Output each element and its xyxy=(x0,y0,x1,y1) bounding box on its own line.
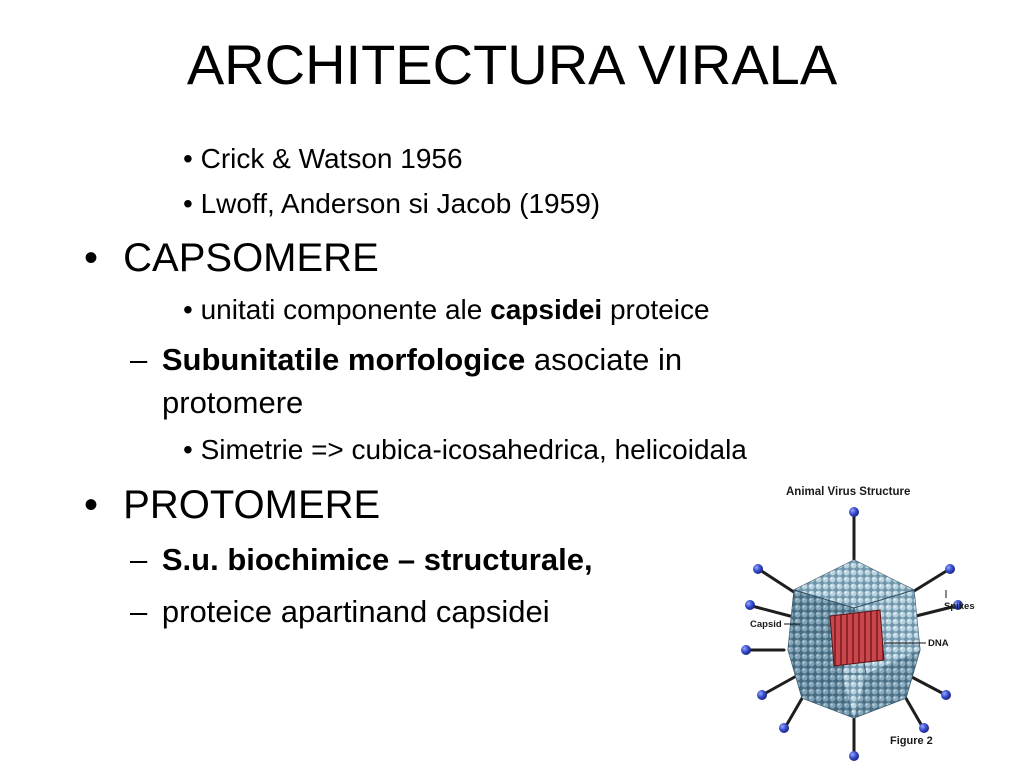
slide-title: ARCHITECTURA VIRALA xyxy=(186,33,838,96)
dash-subunitatile xyxy=(130,341,682,379)
bullet-crick xyxy=(183,142,463,176)
label-spikes: Spikes xyxy=(944,601,975,612)
dash-proteice-text: proteice apartinand capsidei xyxy=(161,594,550,629)
dash-subunitatile-line2: protomere xyxy=(162,385,304,420)
bullet-unitati-pre: unitati componente ale xyxy=(200,294,491,325)
dash-su-biochimice xyxy=(130,541,593,579)
bullet-unitati-post: proteice xyxy=(602,294,710,325)
bullet-simetrie-text: Simetrie => cubica-icosahedrica, helicoidala xyxy=(200,434,747,465)
bullet-dot: • xyxy=(183,294,193,325)
figure-caption: Figure 2 xyxy=(890,735,933,747)
bullet-dot: • xyxy=(183,434,193,465)
bullet-capsomere-text: CAPSOMERE xyxy=(123,236,379,280)
virus-figure xyxy=(738,478,1024,768)
dash-subunitatile-bold: Subunitatile morfologice xyxy=(161,342,526,377)
figure-title: Animal Virus Structure xyxy=(786,486,911,498)
label-dna: DNA xyxy=(928,638,949,649)
bullet-lwoff xyxy=(183,187,600,221)
label-capsid: Capsid xyxy=(750,619,782,630)
bullet-dot: • xyxy=(183,188,193,219)
bullet-dot: • xyxy=(84,483,99,527)
bullet-protomere xyxy=(84,481,380,529)
dash-char: – xyxy=(130,542,148,577)
bullet-unitati xyxy=(183,293,710,327)
bullet-capsomere xyxy=(84,234,379,282)
dash-su-biochimice-bold: S.u. biochimice – structurale, xyxy=(161,542,593,577)
bullet-unitati-bold: capsidei xyxy=(490,294,603,325)
dash-char: – xyxy=(130,342,148,377)
bullet-lwoff-text: Lwoff, Anderson si Jacob (1959) xyxy=(200,188,601,219)
dash-char: – xyxy=(130,594,148,629)
bullet-crick-text: Crick & Watson 1956 xyxy=(200,143,463,174)
dash-proteice xyxy=(130,593,550,631)
bullet-dot: • xyxy=(183,143,193,174)
dash-subunitatile-rest: asociate in xyxy=(525,342,683,377)
bullet-protomere-text: PROTOMERE xyxy=(123,483,381,527)
bullet-dot: • xyxy=(84,236,99,280)
bullet-simetrie xyxy=(183,433,747,467)
dna-core xyxy=(830,610,884,666)
